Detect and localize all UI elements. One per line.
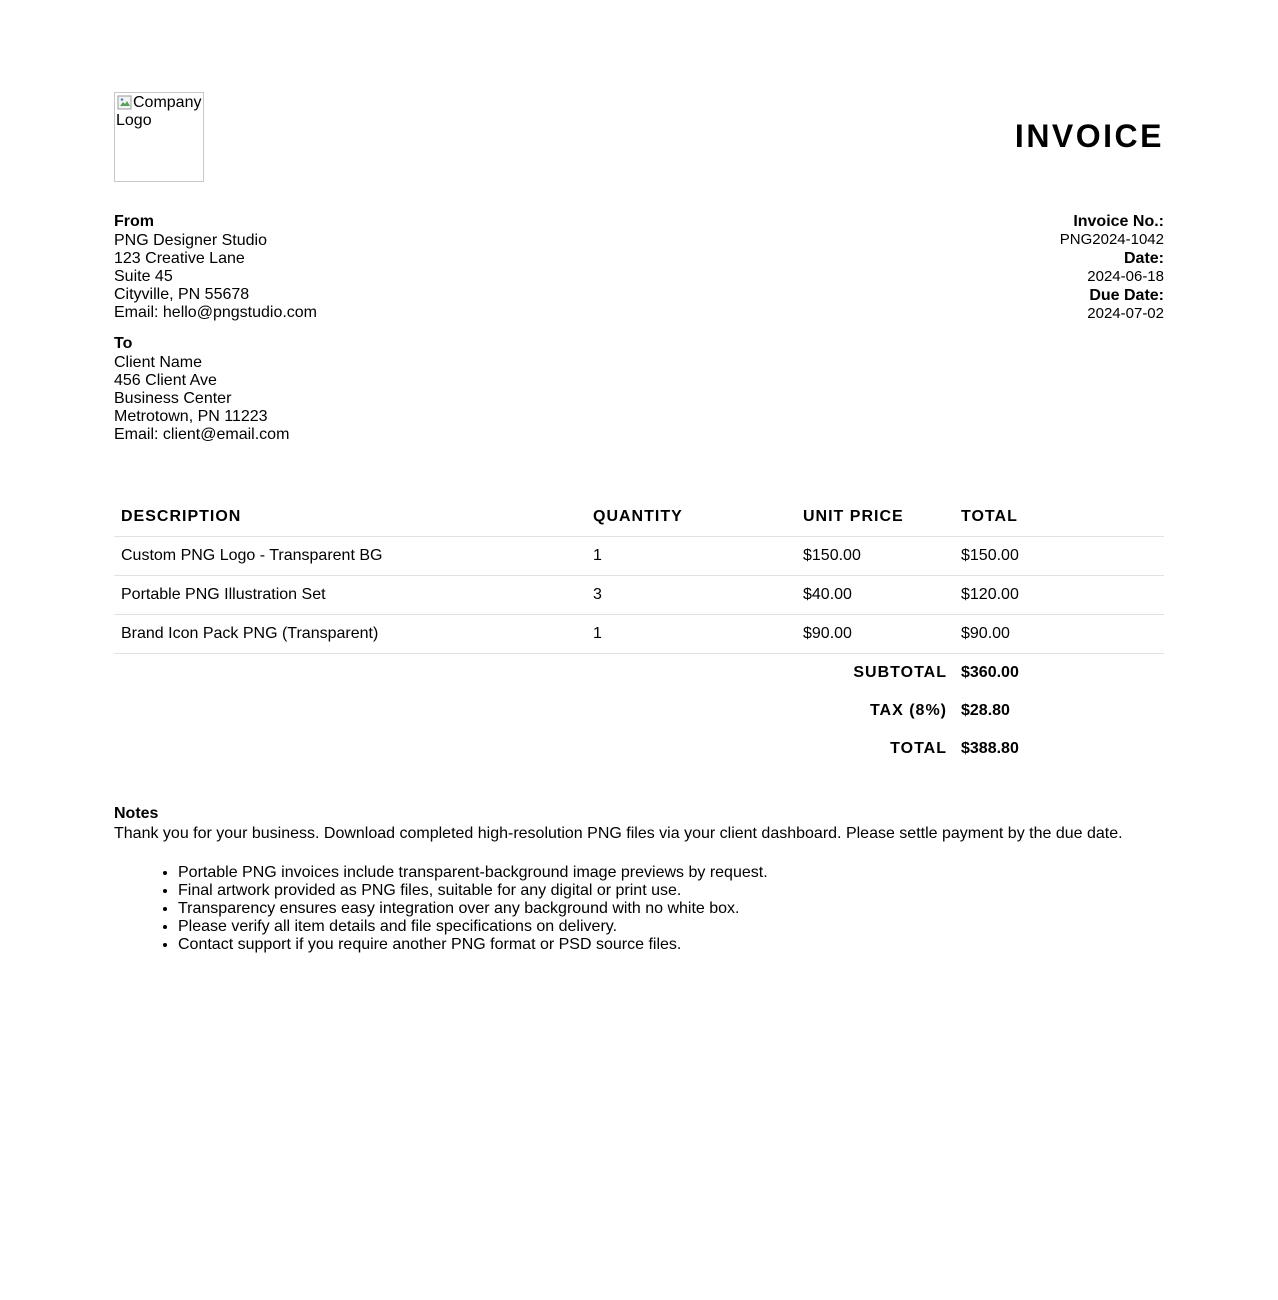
from-line: Cityville, PN 55678 <box>114 286 250 303</box>
item-total: $150.00 <box>954 537 1164 576</box>
logo-alt-text: Company Logo <box>116 94 202 129</box>
date-value: 2024-06-18 <box>1087 268 1164 285</box>
invoice-no-value: PNG2024-1042 <box>1059 231 1164 248</box>
from-line: Email: hello@pngstudio.com <box>114 304 318 321</box>
list-item: • Portable PNG invoices include transparent-background image previews by request. <box>178 864 1164 882</box>
item-unit-price: $40.00 <box>796 576 954 615</box>
item-description: Portable PNG Illustration Set <box>114 576 586 615</box>
notes-section <box>114 804 1164 954</box>
invoice-meta <box>1060 212 1164 323</box>
table-row <box>114 537 1164 576</box>
item-description: Brand Icon Pack PNG (Transparent) <box>114 615 586 654</box>
notes-heading: Notes <box>114 805 159 822</box>
to-line: Email: client@email.com <box>114 426 290 443</box>
notes-list <box>114 864 1164 954</box>
item-description: Custom PNG Logo - Transparent BG <box>114 537 586 576</box>
from-line: PNG Designer Studio <box>114 232 267 249</box>
line-items-table <box>114 497 1164 768</box>
due-date-label: Due Date: <box>1089 287 1164 304</box>
to-line: Business Center <box>114 390 232 407</box>
from-line: 123 Creative Lane <box>114 250 245 267</box>
subtotal-label: SUBTOTAL <box>853 664 947 681</box>
grand-total-value: $388.80 <box>961 740 1019 757</box>
to-line: Client Name <box>114 354 203 371</box>
item-total: $120.00 <box>954 576 1164 615</box>
list-item: • Final artwork provided as PNG files, suitable for any digital or print use. <box>178 882 1164 900</box>
item-quantity: 3 <box>586 576 796 615</box>
subtotal-value: $360.00 <box>961 664 1019 681</box>
item-unit-price: $90.00 <box>796 615 954 654</box>
from-line: Suite 45 <box>114 268 173 285</box>
to-line: Metrotown, PN 11223 <box>114 408 268 425</box>
column-header-description: DESCRIPTION <box>114 497 586 537</box>
invoice-no-label: Invoice No.: <box>1073 213 1164 230</box>
column-header-quantity: QUANTITY <box>586 497 796 537</box>
date-label: Date: <box>1123 250 1164 267</box>
invoice-title: INVOICE <box>1014 118 1164 154</box>
table-header-row <box>114 497 1164 537</box>
to-block <box>114 334 289 444</box>
item-unit-price: $150.00 <box>796 537 954 576</box>
company-logo <box>114 92 204 182</box>
from-heading: From <box>114 213 154 230</box>
column-header-total: TOTAL <box>954 497 1164 537</box>
grand-total-row <box>114 730 1164 768</box>
list-item: • Contact support if you require another PNG format or PSD source files. <box>178 936 1164 954</box>
tax-label: TAX (8%) <box>869 702 947 719</box>
list-item: • Please verify all item details and file specifications on delivery. <box>178 918 1164 936</box>
item-quantity: 1 <box>586 615 796 654</box>
list-item: • Transparency ensures easy integration over any background with no white box. <box>178 900 1164 918</box>
column-header-unit-price: UNIT PRICE <box>796 497 954 537</box>
to-line: 456 Client Ave <box>114 372 217 389</box>
grand-total-label: TOTAL <box>890 740 947 757</box>
tax-row <box>114 692 1164 730</box>
subtotal-row <box>114 654 1164 693</box>
tax-value: $28.80 <box>961 702 1010 719</box>
from-block <box>114 212 317 322</box>
notes-text: Thank you for your business. Download completed high-resolution PNG files via your client dashboard. Please settle payment by the due date. <box>114 825 1123 842</box>
to-heading: To <box>114 335 133 352</box>
table-row <box>114 576 1164 615</box>
item-quantity: 1 <box>586 537 796 576</box>
due-date-value: 2024-07-02 <box>1087 305 1164 322</box>
item-total: $90.00 <box>954 615 1164 654</box>
table-row <box>114 615 1164 654</box>
